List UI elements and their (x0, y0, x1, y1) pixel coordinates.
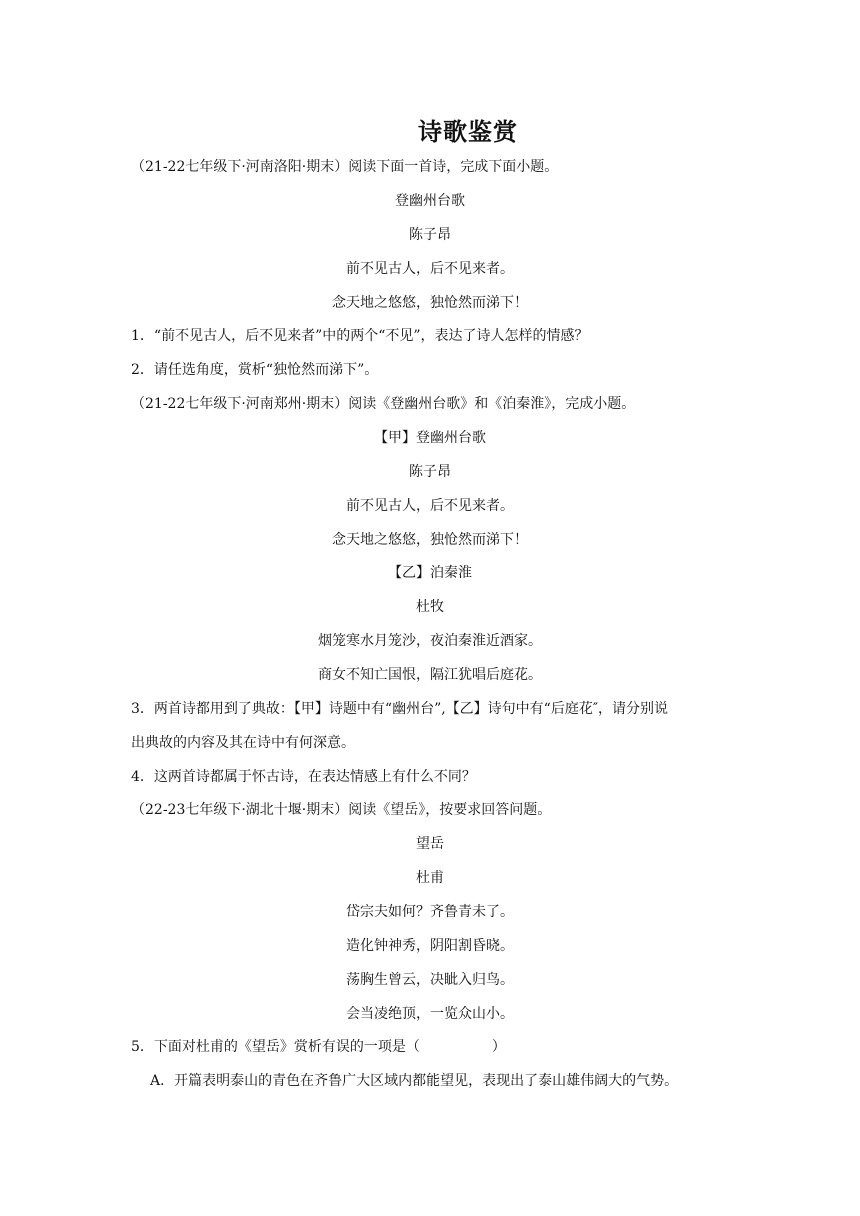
page-title: 诗歌鉴赏 (418, 118, 518, 146)
section3-intro: （22-23七年级下·湖北十堰·期末）阅读《望岳》，按要求回答问题。 (131, 802, 552, 818)
section1-intro: （21-22七年级下·河南洛阳·期末）阅读下面一首诗，完成下面小题。 (131, 159, 559, 175)
poem-author: 杜甫 (416, 870, 444, 886)
question-2: 2．请任选角度，赏析“独怆然而涕下”。 (131, 362, 379, 378)
question-3-line2: 出典故的内容及其在诗中有何深意。 (131, 735, 355, 751)
question-3-line1: 3．两首诗都用到了典故：【甲】诗题中有“幽州台”,【乙】诗句中有“后庭花″，请分别说 (131, 701, 669, 717)
question-5-text: 5．下面对杜甫的《望岳》赏析有误的一项是（ (131, 1039, 420, 1055)
question-5-close: ） (491, 1039, 506, 1055)
poem-title: 登幽州台歌 (395, 193, 465, 209)
option-a: A．开篇表明泰山的青色在齐鲁广大区域内都能望见，表现出了泰山雄伟阔大的气势。 (150, 1073, 679, 1089)
poem-b-title: 【乙】泊秦淮 (388, 565, 472, 581)
poem-line: 念天地之悠悠，独怆然而涕下！ (332, 295, 528, 311)
poem-line: 造化钟神秀，阴阳割昏晓。 (346, 938, 514, 954)
poem-b-author: 杜牧 (416, 599, 444, 615)
poem-line: 会当凌绝顶，一览众山小。 (346, 1006, 514, 1022)
poem-line: 商女不知亡国恨，隔江犹唱后庭花。 (318, 667, 542, 683)
question-5 (131, 1037, 506, 1057)
poem-title: 望岳 (416, 836, 444, 852)
poem-line: 念天地之悠悠，独怆然而涕下！ (332, 532, 528, 548)
poem-line: 前不见古人，后不见来者。 (346, 498, 514, 514)
poem-line: 前不见古人，后不见来者。 (346, 261, 514, 277)
question-4: 4．这两首诗都属于怀古诗，在表达情感上有什么不同？ (131, 769, 476, 785)
poem-a-title: 【甲】登幽州台歌 (374, 430, 486, 446)
poem-line: 荡胸生曾云，决眦入归鸟。 (346, 972, 514, 988)
section2-intro: （21-22七年级下·河南郑州·期末）阅读《登幽州台歌》和《泊秦淮》，完成小题。 (131, 396, 636, 412)
poem-a-author: 陈子昂 (409, 464, 451, 480)
poem-line: 烟笼寒水月笼沙，夜泊秦淮近酒家。 (318, 633, 542, 649)
poem-author: 陈子昂 (409, 227, 451, 243)
question-1: 1．“前不见古人，后不见来者”中的两个“不见”，表达了诗人怎样的情感？ (131, 328, 589, 344)
poem-line: 岱宗夫如何？齐鲁青未了。 (346, 904, 514, 920)
